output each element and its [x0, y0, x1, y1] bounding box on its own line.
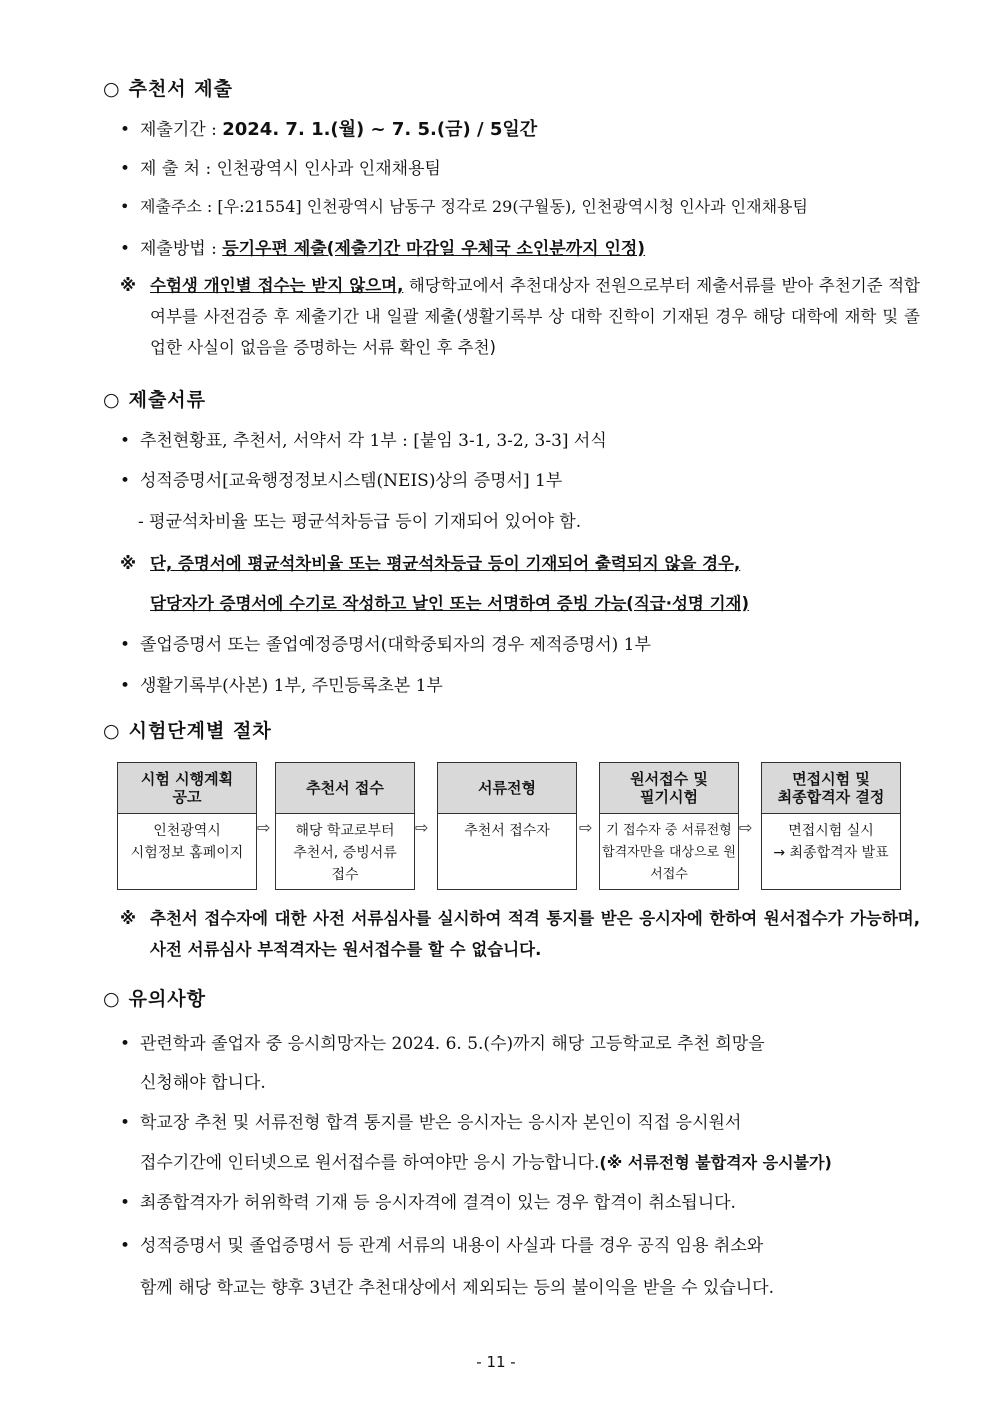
bullet-icon: •	[120, 120, 131, 140]
bullet-icon: •	[120, 635, 131, 655]
right-arrow-icon: ⇨	[415, 818, 429, 837]
bullet-icon: •	[120, 1034, 131, 1054]
documents-item-3: • 졸업증명서 또는 졸업예정증명서(대학중퇴자의 경우 제적증명서) 1부	[120, 635, 651, 655]
submit-note: ※ 수험생 개인별 접수는 받지 않으며, 해당학교에서 추천대상자 전원으로부터 제출서류를 받아 추천기준 적합여부를 사전검증 후 제출기간 내 일괄 제출(생활기록부 상 대학 진학이 기재된 경우 해당 대학에 재학 및 졸업한 사실이 없음을 증명하는 서류 확인 후 추천)	[120, 270, 920, 363]
procedure-step-4	[599, 762, 739, 890]
section-heading-procedure: ○ 시험단계별 절차	[103, 720, 272, 742]
cautions-item-1: • 관련학과 졸업자 중 응시희망자는 2024. 6. 5.(수)까지 해당 고등학교로 추천 희망을	[120, 1034, 765, 1054]
section-heading-documents: ○ 제출서류	[103, 389, 207, 411]
step-body: 인천광역시 시험정보 홈페이지	[130, 823, 244, 861]
right-arrow-icon: ⇨	[739, 818, 753, 837]
submit-place-line: • 제 출 처 : 인천광역시 인사과 인재채용팀	[120, 159, 441, 179]
right-arrow-icon: ⇨	[579, 818, 593, 837]
reference-mark-icon: ※	[120, 554, 137, 573]
submit-method-line: • 제출방법 : 등기우편 제출(제출기간 마감일 우체국 소인분까지 인정)	[120, 239, 646, 259]
page-number: - 11 -	[476, 1353, 516, 1371]
bullet-icon: •	[120, 471, 131, 491]
procedure-step-5	[761, 762, 901, 890]
reference-mark-icon: ※	[120, 909, 137, 928]
step-head: 면접시험 및 최종합격자 결정	[762, 763, 900, 814]
circle-bullet-icon: ○	[103, 78, 121, 100]
documents-note-line-1: ※ 단, 증명서에 평균석차비율 또는 평균석차등급 등이 기재되어 출력되지 않을 경우,	[120, 554, 741, 573]
documents-item-2: • 성적증명서[교육행정정보시스템(NEIS)상의 증명서] 1부	[120, 471, 563, 491]
circle-bullet-icon: ○	[103, 988, 121, 1010]
section-heading-cautions: ○ 유의사항	[103, 988, 207, 1010]
circle-bullet-icon: ○	[103, 720, 121, 742]
submit-address-line: • 제출주소 : [우:21554] 인천광역시 남동구 정각로 29(구월동), 인천광역시청 인사과 인재채용팀	[120, 197, 808, 216]
bullet-icon: •	[120, 239, 131, 259]
cautions-item-2-cont: 접수기간에 인터넷으로 원서접수를 하여야만 응시 가능합니다.(※ 서류전형 불합격자 응시불가)	[140, 1153, 832, 1173]
step-body: 추천서 접수자	[464, 823, 550, 839]
cautions-item-1-cont: 신청해야 합니다.	[140, 1073, 266, 1093]
procedure-flow	[117, 762, 907, 890]
submit-period-line: • 제출기간 : 2024. 7. 1.(월) ~ 7. 5.(금) / 5일간	[120, 119, 538, 140]
cautions-item-3: • 최종합격자가 허위학력 기재 등 응시자격에 결격이 있는 경우 합격이 취소됩니다.	[120, 1193, 736, 1213]
step-head: 시험 시행계획 공고	[118, 763, 256, 814]
cautions-item-2: • 학교장 추천 및 서류전형 합격 통지를 받은 응시자는 응시자 본인이 직접 응시원서	[120, 1113, 742, 1133]
bullet-icon: •	[120, 1236, 131, 1256]
step-body: 면접시험 실시 → 최종합격자 발표	[773, 823, 889, 861]
step-body: 해당 학교로부터 추천서, 증빙서류 접수	[293, 823, 397, 883]
procedure-step-2	[275, 762, 415, 890]
procedure-note: ※ 추천서 접수자에 대한 사전 서류심사를 실시하여 적격 통지를 받은 응시자에 한하여 원서접수가 가능하며, 사전 서류심사 부적격자는 원서접수를 할 수 없습니다.	[120, 903, 920, 965]
right-arrow-icon: ⇨	[257, 818, 271, 837]
bullet-icon: •	[120, 431, 131, 451]
bullet-icon: •	[120, 676, 131, 696]
step-body: 기 접수자 중 서류전형 합격자만을 대상으로 원서접수	[602, 823, 736, 882]
documents-item-2-sub: - 평균석차비율 또는 평균석차등급 등이 기재되어 있어야 함.	[138, 512, 582, 532]
circle-bullet-icon: ○	[103, 389, 121, 411]
documents-note-line-2: 담당자가 증명서에 수기로 작성하고 날인 또는 서명하여 증빙 가능(직급·성명 기재)	[150, 594, 750, 613]
bullet-icon: •	[120, 1113, 131, 1133]
procedure-step-3	[437, 762, 577, 890]
step-head: 원서접수 및 필기시험	[600, 763, 738, 814]
reference-mark-icon: ※	[120, 276, 137, 295]
documents-item-1: • 추천현황표, 추천서, 서약서 각 1부 : [붙임 3-1, 3-2, 3-3] 서식	[120, 431, 607, 451]
step-head: 서류전형	[438, 763, 576, 814]
documents-item-4: • 생활기록부(사본) 1부, 주민등록초본 1부	[120, 676, 443, 696]
cautions-item-4: • 성적증명서 및 졸업증명서 등 관계 서류의 내용이 사실과 다를 경우 공직 임용 취소와	[120, 1236, 764, 1256]
bullet-icon: •	[120, 1193, 131, 1213]
procedure-step-1	[117, 762, 257, 890]
section-heading-submit: ○ 추천서 제출	[103, 78, 233, 100]
cautions-item-4-cont: 함께 해당 학교는 향후 3년간 추천대상에서 제외되는 등의 불이익을 받을 수 있습니다.	[140, 1278, 775, 1298]
bullet-icon: •	[120, 197, 130, 216]
bullet-icon: •	[120, 159, 131, 179]
step-head: 추천서 접수	[276, 763, 414, 814]
